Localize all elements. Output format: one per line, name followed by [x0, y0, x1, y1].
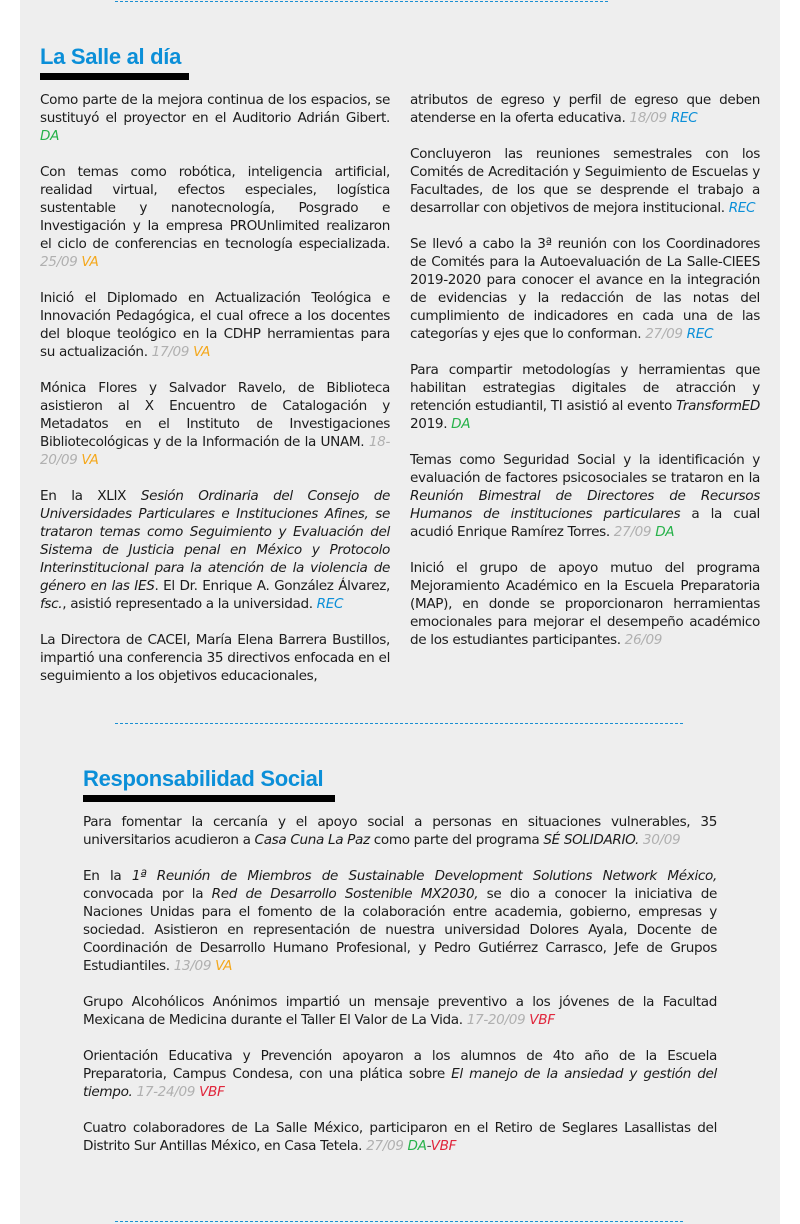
news-date: 25/09 — [40, 254, 78, 270]
news-date: 27/09 — [366, 1138, 404, 1154]
news-text-italic: El manejo de la ansiedad y gestión del tiempo. — [83, 1066, 717, 1100]
department-tag: REC — [316, 596, 344, 612]
news-date: 30/09 — [642, 832, 681, 848]
news-text-italic: 1ª Reunión de Miembros de Sustainable Development Solutions Network México, — [131, 868, 717, 884]
news-item — [40, 487, 390, 613]
department-tag: VA — [215, 958, 233, 974]
department-tag: VA — [193, 344, 211, 360]
department-tag: DA — [407, 1138, 427, 1154]
department-tag: REC — [686, 326, 714, 342]
news-text-italic: Red de Desarrollo Sostenible MX2030, — [211, 886, 479, 902]
news-date: 17/09 — [151, 344, 190, 360]
news-text: Como parte de la mejora continua de los espacios, se sustituyó el proyector en el Auditorio Adrián Gibert. — [40, 92, 390, 126]
news-date: 17-20/09 — [466, 1012, 526, 1028]
news-text-italic: Casa Cuna La Paz — [254, 832, 370, 848]
news-text: , asistió representado a la universidad. — [62, 596, 317, 612]
news-text-italic: Sesión Ordinaria del Consejo de Universidades Particulares e Instituciones Afines, se trataron temas como Seguimiento y Evaluación del Sistema de Justicia penal en México y Protocolo Interinstitucional para la atención de la violencia de género en las IES — [40, 488, 390, 594]
news-text: Mónica Flores y Salvador Ravelo, de Biblioteca asistieron al X Encuentro de Catalogación y Metadatos en el Instituto de Investigaciones Bibliotecológicas y de la Información de la UNAM. — [40, 380, 390, 450]
news-text: Con temas como robótica, inteligencia artificial, realidad virtual, efectos especiales, logística sustentable y nanotecnología, Posgrado e Investigación y la empresa PROUnlimited realizaron el ciclo de conferencias en tecnología especializada. — [40, 164, 390, 252]
section-title-responsabilidad: Responsabilidad Social — [83, 766, 324, 791]
department-tag: DA — [451, 416, 471, 432]
news-item — [83, 1047, 717, 1101]
section-title-la-salle: La Salle al día — [40, 44, 182, 69]
news-item — [410, 145, 760, 217]
department-tag: REC — [728, 200, 756, 216]
news-item — [83, 1119, 717, 1155]
news-item — [410, 451, 760, 541]
section-title-underline — [83, 795, 335, 802]
news-item — [40, 289, 390, 361]
news-text: a la cual acudió Enrique Ramírez Torres. — [410, 506, 760, 540]
news-item — [83, 867, 717, 975]
department-tag: VA — [81, 452, 99, 468]
news-item — [410, 235, 760, 343]
news-text: se dio a conocer la iniciativa de Naciones Unidas para el fomento de la colaboración entre academia, gobierno, empresas y sociedad. Asistieron en representación de nuestra universidad Dolores Ayala, Docente de Coordinación de Desarrollo Humano Profesional, y Pedro Gutiérrez Carrasco, Jefe de Grupos Estudiantiles. — [83, 886, 718, 974]
responsabilidad-column — [83, 813, 717, 1173]
department-tag: VBF — [529, 1012, 555, 1028]
news-text: La Directora de CACEI, María Elena Barrera Bustillos, impartió una conferencia 35 directivos enfocada en el seguimiento a los objetivos educacionales, — [40, 632, 390, 684]
divider-top — [115, 1, 608, 2]
divider-bottom — [115, 1221, 683, 1222]
news-date: 17-24/09 — [136, 1084, 196, 1100]
news-text-italic: Reunión Bimestral de Directores de Recursos Humanos de instituciones particulares — [410, 488, 760, 522]
news-text: 2019. — [410, 416, 452, 432]
news-date: 18/09 — [629, 110, 667, 126]
news-date: 27/09 — [645, 326, 683, 342]
news-text: Inició el grupo de apoyo mutuo del programa Mejoramiento Académico en la Escuela Preparatoria (MAP), en donde se proporcionaron herramientas emocionales para mejorar el desempeño académico de los estudiantes participantes. — [410, 560, 760, 648]
news-item — [410, 559, 760, 649]
news-date: 26/09 — [624, 632, 663, 648]
news-text: Temas como Seguridad Social y la identificación y evaluación de factores psicosociales se trataron en la — [410, 452, 760, 486]
news-text: Para compartir metodologías y herramientas que habilitan estrategias digitales de atracción y retención estudiantil, TI asistió al evento — [410, 362, 760, 414]
department-tag: VBF — [199, 1084, 225, 1100]
divider-middle — [115, 723, 683, 724]
news-date: 27/09 — [613, 524, 652, 540]
news-item — [40, 163, 390, 271]
news-date: 13/09 — [173, 958, 212, 974]
department-tag: DA — [40, 128, 60, 144]
news-text: Inició el Diplomado en Actualización Teológica e Innovación Pedagógica, el cual ofrece a los docentes del bloque teológico en la CDHP herramientas para su actualización. — [40, 290, 390, 360]
department-tag: REC — [670, 110, 698, 126]
news-text: atributos de egreso y perfil de egreso que deben atenderse en la oferta educativa. — [410, 92, 760, 126]
news-text: Cuatro colaboradores de La Salle México, participaron en el Retiro de Seglares Lasallistas del Distrito Sur Antillas México, en Casa Tetela. — [83, 1120, 717, 1154]
la-salle-left-column — [40, 91, 390, 703]
news-text-italic: TransformED — [675, 398, 760, 414]
news-item — [40, 631, 390, 685]
news-item — [410, 361, 760, 433]
news-text: como parte del programa — [369, 832, 544, 848]
news-text-italic: fsc. — [40, 596, 63, 612]
news-item — [40, 91, 390, 145]
news-item — [83, 813, 717, 849]
department-tag: DA — [655, 524, 675, 540]
news-text: convocada por la — [83, 886, 212, 902]
news-text: Para fomentar la cercanía y el apoyo social a personas en situaciones vulnerables, 35 universitarios acudieron a — [83, 814, 717, 848]
news-item — [410, 91, 760, 127]
news-text: En la — [83, 868, 132, 884]
department-tag: VA — [81, 254, 99, 270]
news-text: En la XLIX — [40, 488, 141, 504]
news-text: . El Dr. Enrique A. González Álvarez, — [154, 578, 390, 594]
section-title-underline — [40, 73, 189, 80]
news-text: Concluyeron las reuniones semestrales con los Comités de Acreditación y Seguimiento de Escuelas y Facultades, de los que se desprende el trabajo a desarrollar con objetivos de mejora institucional. — [410, 146, 760, 216]
news-item — [83, 993, 717, 1029]
department-tag: VBF — [430, 1138, 457, 1154]
news-item — [40, 379, 390, 469]
la-salle-right-column — [410, 91, 760, 667]
news-text: Orientación Educativa y Prevención apoyaron a los alumnos de 4to año de la Escuela Preparatoria, Campus Condesa, con una plática sobre — [83, 1048, 717, 1082]
news-date: 18-20/09 — [40, 434, 390, 468]
news-text-italic: SÉ SOLIDARIO. — [543, 832, 639, 848]
news-text: Se llevó a cabo la 3ª reunión con los Coordinadores de Comités para la Autoevaluación de La Salle-CIEES 2019-2020 para conocer el avance en la integración de evidencias y la redacción de las notas del cumplimiento de indicadores en cada una de las categorías y ejes que lo conforman. — [410, 236, 760, 342]
news-text: Grupo Alcohólicos Anónimos impartió un mensaje preventivo a los jóvenes de la Facultad Mexicana de Medicina durante el Taller El Valor de La Vida. — [83, 994, 717, 1028]
tag-separator: - — [426, 1138, 431, 1154]
